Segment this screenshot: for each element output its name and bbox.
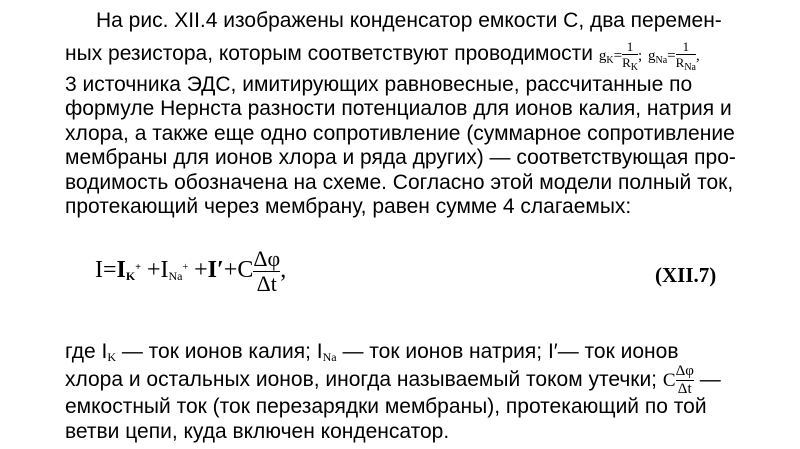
gk-formula [598,39,643,73]
gna-fraction [676,40,696,73]
text-line-2-prefix: ных резистора, которым соответствуют проводимости [65,41,594,65]
eq-dphi-dt-fraction [253,248,280,295]
gk-symbol: g [598,47,607,64]
gna-symbol: g [648,47,656,64]
rk-symbol: R [622,55,631,70]
eq-ina-superscript: + [182,262,189,274]
text-line-6: мембраны для ионов хлора и ряда других) — соответствующая про- [65,146,736,169]
text-line-5: хлора, а также еще одно сопротивление (суммарное сопротивление [65,122,735,145]
inline-capacitance: C [662,370,676,392]
gk-equals: = [613,47,623,64]
eq-numerator: Δφ [253,246,281,271]
inline-dash: — [693,368,721,392]
inline-dphi-dt-fraction [676,364,694,397]
gna-numerator: 1 [682,39,690,54]
gk-semicolon: ; [637,47,643,64]
inline-numerator: Δφ [675,363,694,379]
text-line-2 [65,40,700,74]
text-line-8: протекающий через мембрану, равен сумме 4 слагаемых: [65,195,632,218]
gk-denominator [622,56,638,73]
equation-number: (XII.7) [655,263,717,287]
eq-ik-superscript: + [135,262,141,274]
eq-plus-2: + [194,257,208,284]
eq-plus-1: + [146,257,161,284]
eq-lhs-current: I [95,257,103,284]
eq-iprime-term: I′ [207,257,224,284]
text-line-9-part-a: где I [65,340,108,363]
gna-denominator [676,56,696,73]
eq-ina-symbol: I [160,257,169,284]
text-line-7: водимость обозначена на схеме. Согласно этой модели полный ток, [65,171,734,194]
gna-comma: , [695,47,700,64]
gk-subscript: K [606,54,614,66]
eq-comma: , [280,257,287,284]
text-line-4: формуле Нернста разности потенциалов для ионов калия, натрия и [65,97,732,120]
eq-equals: = [103,257,117,284]
text-line-11: емкостный ток (ток перезарядки мембраны), протекающий по той [65,395,707,418]
text-line-12: ветви цепи, куда включен конденсатор. [65,420,450,443]
rk-subscript: K [630,62,638,73]
text-line-9-part-b: — ток ионов калия; I [116,340,323,363]
equation-xii-7 [95,248,286,295]
eq-capacitance: C [237,257,254,284]
rna-symbol: R [675,55,685,70]
gk-numerator: 1 [626,39,634,54]
eq-plus-3: + [223,257,238,284]
eq-ik-subscript: K [125,269,136,284]
gna-equals: = [667,47,676,64]
gna-formula [648,39,700,73]
gna-subscript: Na [655,54,668,66]
ina-subscript: Na [322,350,337,364]
eq-ik-term [117,257,141,283]
eq-denominator: Δt [256,271,277,296]
text-line-9-part-c: — ток ионов натрия; I′— ток ионов [336,340,679,363]
text-line-3: 3 источника ЭДС, имитирующих равновесные, рассчитанные по [65,73,693,96]
text-line-10-text: хлора и остальных ионов, иногда называемый током утечки; [65,368,658,392]
rna-subscript: Na [684,62,696,73]
eq-ina-term [160,257,188,283]
eq-ina-subscript: Na [168,269,183,284]
text-line-1: На рис. XII.4 изображены конденсатор емкости С, два перемен- [96,9,722,32]
gk-fraction [622,40,638,73]
text-line-10 [65,364,721,397]
ik-subscript: K [107,350,116,364]
eq-ik-symbol: I [116,257,126,284]
inline-denominator: Δt [677,381,692,397]
